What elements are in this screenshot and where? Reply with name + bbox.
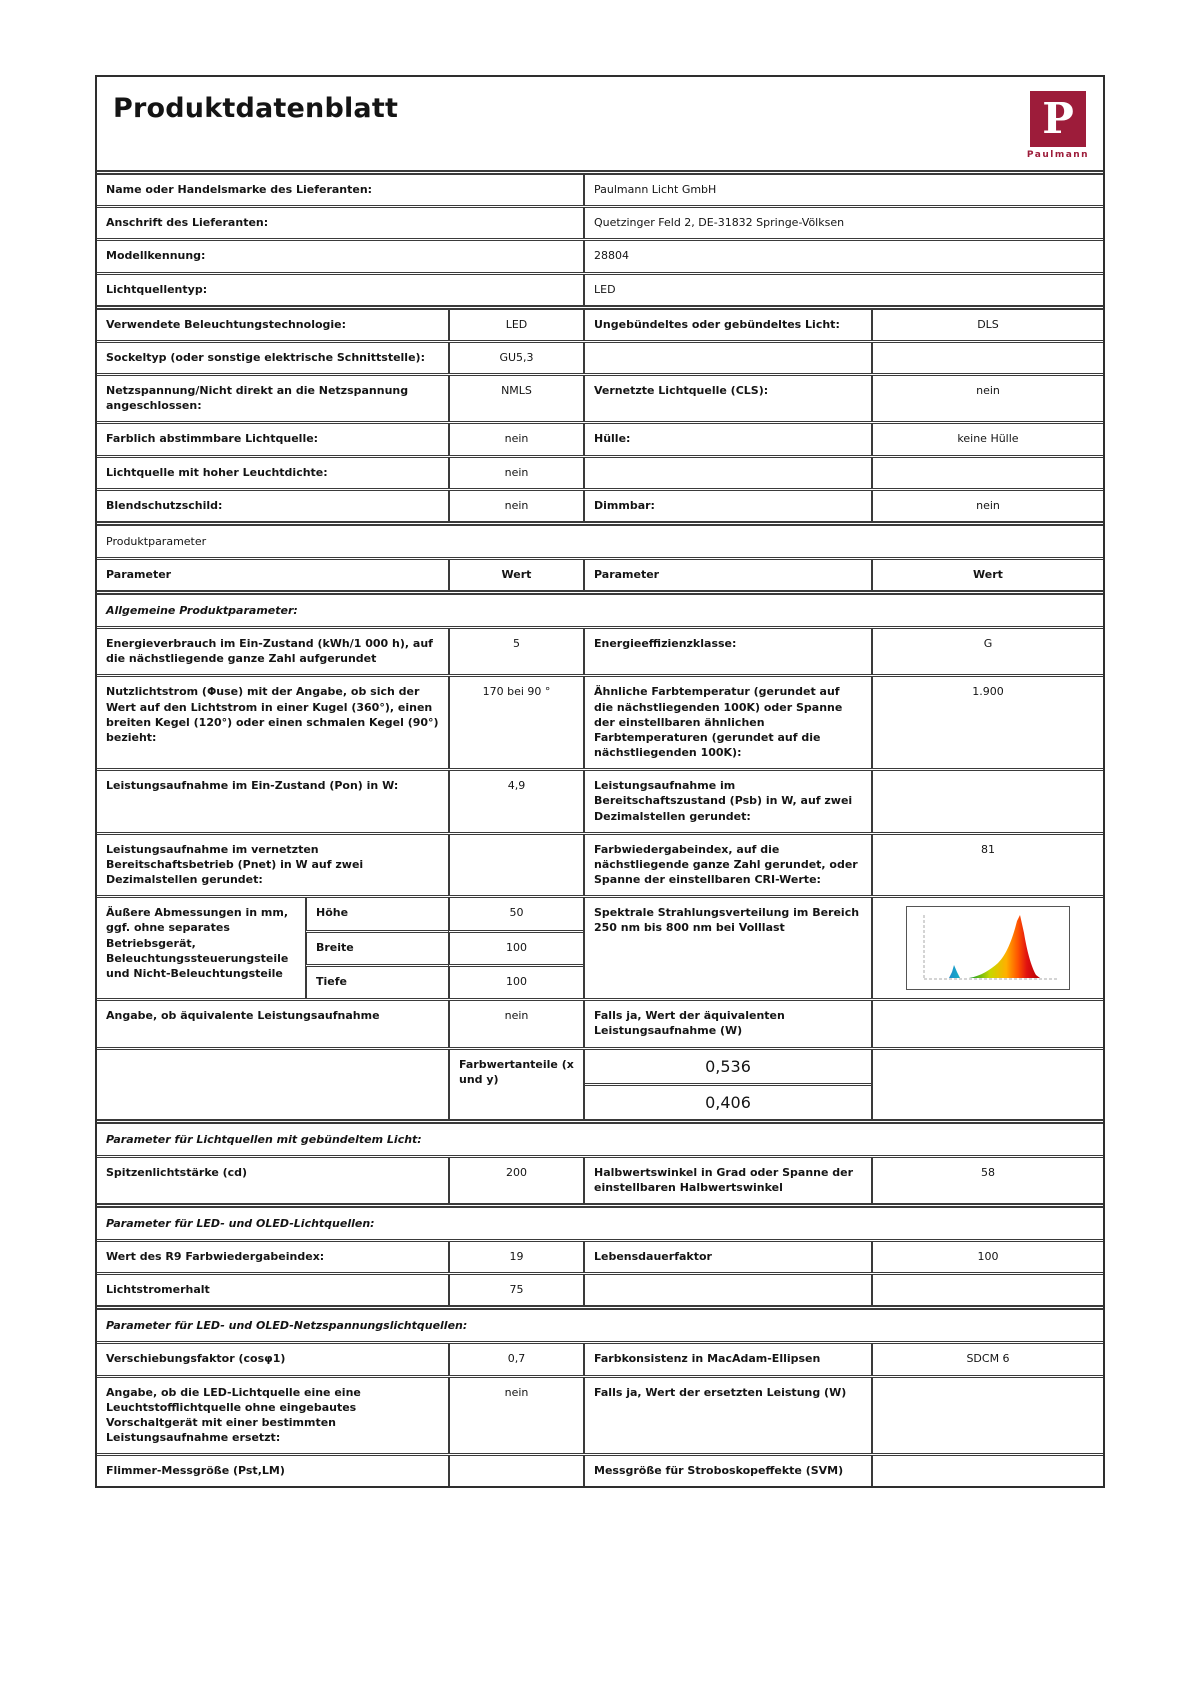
table-row	[97, 205, 1103, 238]
param-label: Vernetzte Lichtquelle (CLS):	[583, 376, 871, 421]
param-value: nein	[448, 424, 583, 454]
param-value: 100	[871, 1242, 1103, 1272]
param-label: Nutzlichtstrom (Φuse) mit der Angabe, ob sich der Wert auf den Lichtstrom in einer Kugel (360°), einen breiten Kegel (120°) oder einen schmalen Kegel (90°) bezieht:	[106, 685, 439, 744]
table-row	[97, 674, 1103, 768]
spectral-distribution-chart	[906, 906, 1070, 990]
section-title: Parameter für LED- und OLED-Netzspannungslichtquellen:	[106, 1319, 468, 1333]
column-header: Parameter	[583, 560, 871, 590]
section-header	[97, 521, 1103, 557]
param-label: Blendschutzschild:	[106, 498, 223, 512]
page-title: Produktdatenblatt	[113, 93, 399, 124]
param-value: DLS	[871, 310, 1103, 340]
param-label: Messgröße für Stroboskopeffekte (SVM)	[583, 1456, 871, 1486]
param-label: Dimmbar:	[583, 491, 871, 521]
table-row	[97, 488, 1103, 521]
table-row	[97, 1375, 1103, 1454]
param-label: Halbwertswinkel in Grad oder Spanne der einstellbaren Halbwertswinkel	[583, 1158, 871, 1203]
param-label: Sockeltyp (oder sonstige elektrische Schnittstelle):	[106, 350, 425, 364]
param-value	[871, 1275, 1103, 1305]
param-value: nein	[448, 1001, 583, 1046]
param-label: Falls ja, Wert der ersetzten Leistung (W)	[583, 1378, 871, 1454]
field-value: Paulmann Licht GmbH	[583, 175, 1103, 205]
dimension-value: 100	[448, 930, 583, 964]
logo-square	[1030, 91, 1086, 147]
param-label: Farblich abstimmbare Lichtquelle:	[106, 432, 319, 446]
param-value: NMLS	[448, 376, 583, 421]
param-value	[871, 343, 1103, 373]
dimension-key: Tiefe	[305, 964, 448, 998]
table-row	[97, 373, 1103, 421]
param-value	[448, 1456, 583, 1486]
param-value	[871, 1001, 1103, 1046]
param-label: Lichtquelle mit hoher Leuchtdichte:	[106, 465, 328, 479]
field-label: Anschrift des Lieferanten:	[106, 216, 269, 230]
paulmann-logo	[1025, 91, 1091, 160]
param-value: 81	[871, 835, 1103, 896]
param-label: Hülle:	[583, 424, 871, 454]
param-value: 1.900	[871, 677, 1103, 768]
logo-letter-icon: P	[1042, 94, 1074, 143]
dimension-value: 100	[448, 964, 583, 998]
param-value: 170 bei 90 °	[448, 677, 583, 768]
table-row	[97, 1341, 1103, 1374]
param-label: Falls ja, Wert der äquivalenten Leistungsaufnahme (W)	[583, 1001, 871, 1046]
chromaticity-row	[97, 1047, 1103, 1119]
table-row	[97, 626, 1103, 674]
param-value: 75	[448, 1275, 583, 1305]
table-row	[97, 832, 1103, 896]
param-label: Spitzenlichtstärke (cd)	[106, 1165, 248, 1179]
param-label: Ähnliche Farbtemperatur (gerundet auf die nächstliegenden 100K) oder Spanne der einstellbaren ähnlichen Farbtemperaturen (gerundet auf die nächstliegenden 100K):	[583, 677, 871, 768]
param-label: Spektrale Strahlungsverteilung im Bereich 250 nm bis 800 nm bei Volllast	[583, 898, 871, 998]
param-label: Flimmer-Messgröße (Pst,LM)	[106, 1464, 285, 1478]
param-label: Äußere Abmessungen in mm, ggf. ohne separates Betriebsgerät, Beleuchtungssteuerungsteile und Nicht-Beleuchtungsteile	[106, 906, 289, 980]
param-label: Leistungsaufnahme im vernetzten Bereitschaftsbetrieb (Pnet) in W auf zwei Dezimalstellen gerundet:	[106, 842, 364, 887]
param-value: LED	[448, 310, 583, 340]
param-value: 0,7	[448, 1344, 583, 1374]
param-label: Netzspannung/Nicht direkt an die Netzspannung angeschlossen:	[106, 384, 409, 413]
section-header	[97, 1305, 1103, 1341]
param-value: nein	[871, 376, 1103, 421]
table-row	[97, 768, 1103, 832]
param-value: G	[871, 629, 1103, 674]
field-label: Modellkennung:	[106, 249, 206, 263]
table-row	[97, 340, 1103, 373]
param-label	[583, 343, 871, 373]
param-label: Energieeffizienzklasse:	[583, 629, 871, 674]
param-label	[583, 458, 871, 488]
table-row	[97, 421, 1103, 454]
param-label: Farbwiedergabeindex, auf die nächstliegende ganze Zahl gerundet, oder Spanne der einstellbaren CRI-Werte:	[583, 835, 871, 896]
param-value: 5	[448, 629, 583, 674]
param-value	[871, 771, 1103, 832]
field-label: Name oder Handelsmarke des Lieferanten:	[106, 183, 373, 196]
param-label: Wert des R9 Farbwiedergabeindex:	[106, 1249, 325, 1263]
param-value: keine Hülle	[871, 424, 1103, 454]
param-label: Farbwertanteile (x und y)	[448, 1050, 583, 1119]
field-value: Quetzinger Feld 2, DE-31832 Springe-Völksen	[583, 208, 1103, 238]
param-label: Lichtstromerhalt	[106, 1283, 210, 1297]
param-label: Energieverbrauch im Ein-Zustand (kWh/1 000 h), auf die nächstliegende ganze Zahl aufgerundet	[106, 637, 433, 666]
param-value: nein	[448, 1378, 583, 1454]
param-label: Lebensdauerfaktor	[583, 1242, 871, 1272]
chromaticity-x: 0,536	[705, 1056, 751, 1076]
param-label: Leistungsaufnahme im Ein-Zustand (Pon) in W:	[106, 779, 399, 793]
section-header	[97, 1119, 1103, 1155]
section-title: Parameter für LED- und OLED-Lichtquellen:	[106, 1216, 375, 1230]
product-datasheet	[95, 75, 1105, 1488]
column-header-row	[97, 557, 1103, 590]
param-label: Verwendete Beleuchtungstechnologie:	[106, 317, 347, 331]
dimension-key: Höhe	[305, 898, 448, 929]
param-value: 19	[448, 1242, 583, 1272]
param-value	[871, 1456, 1103, 1486]
param-label: Farbkonsistenz in MacAdam-Ellipsen	[583, 1344, 871, 1374]
param-label	[583, 1275, 871, 1305]
column-header: Wert	[871, 560, 1103, 590]
empty-cell	[871, 1050, 1103, 1119]
table-row	[97, 238, 1103, 271]
empty-cell	[97, 1050, 448, 1119]
table-row	[97, 305, 1103, 340]
param-value: GU5,3	[448, 343, 583, 373]
param-value: nein	[448, 491, 583, 521]
dimensions-row	[97, 895, 1103, 998]
param-label: Ungebündeltes oder gebündeltes Licht:	[583, 310, 871, 340]
table-row	[97, 1239, 1103, 1272]
chromaticity-y: 0,406	[585, 1083, 871, 1119]
section-header	[97, 1203, 1103, 1239]
dimension-value: 50	[448, 898, 583, 929]
section-header	[97, 590, 1103, 626]
datasheet-header	[97, 77, 1103, 170]
field-value: LED	[583, 275, 1103, 305]
section-title: Produktparameter	[106, 534, 207, 548]
column-header: Parameter	[106, 567, 172, 581]
param-value: SDCM 6	[871, 1344, 1103, 1374]
param-value: 58	[871, 1158, 1103, 1203]
chromaticity-values	[583, 1050, 871, 1119]
param-label: Verschiebungsfaktor (cosφ1)	[106, 1352, 286, 1366]
column-header: Wert	[448, 560, 583, 590]
table-row	[97, 1155, 1103, 1203]
param-value: nein	[871, 491, 1103, 521]
param-value	[871, 1378, 1103, 1454]
param-value	[448, 835, 583, 896]
param-value	[871, 458, 1103, 488]
param-label: Angabe, ob die LED-Lichtquelle eine eine Leuchtstofflichtquelle ohne eingebautes Vorschaltgerät mit einer bestimmten Leistungsaufnahme ersetzt:	[106, 1385, 361, 1445]
param-label: Leistungsaufnahme im Bereitschaftszustand (Psb) in W, auf zwei Dezimalstellen gerundet:	[583, 771, 871, 832]
param-value: nein	[448, 458, 583, 488]
logo-brand-text: Paulmann	[1026, 150, 1090, 160]
section-title: Allgemeine Produktparameter:	[106, 604, 298, 618]
param-value: 4,9	[448, 771, 583, 832]
section-title: Parameter für Lichtquellen mit gebündeltem Licht:	[106, 1132, 422, 1146]
table-row	[97, 998, 1103, 1046]
table-row	[97, 170, 1103, 205]
param-label: Angabe, ob äquivalente Leistungsaufnahme	[106, 1009, 380, 1023]
table-row	[97, 455, 1103, 488]
dimension-key: Breite	[305, 930, 448, 964]
param-value: 200	[448, 1158, 583, 1203]
table-row	[97, 272, 1103, 305]
table-row	[97, 1453, 1103, 1486]
field-value: 28804	[583, 241, 1103, 271]
field-label: Lichtquellentyp:	[106, 282, 208, 296]
table-row	[97, 1272, 1103, 1305]
spectral-chart-cell	[871, 898, 1103, 998]
